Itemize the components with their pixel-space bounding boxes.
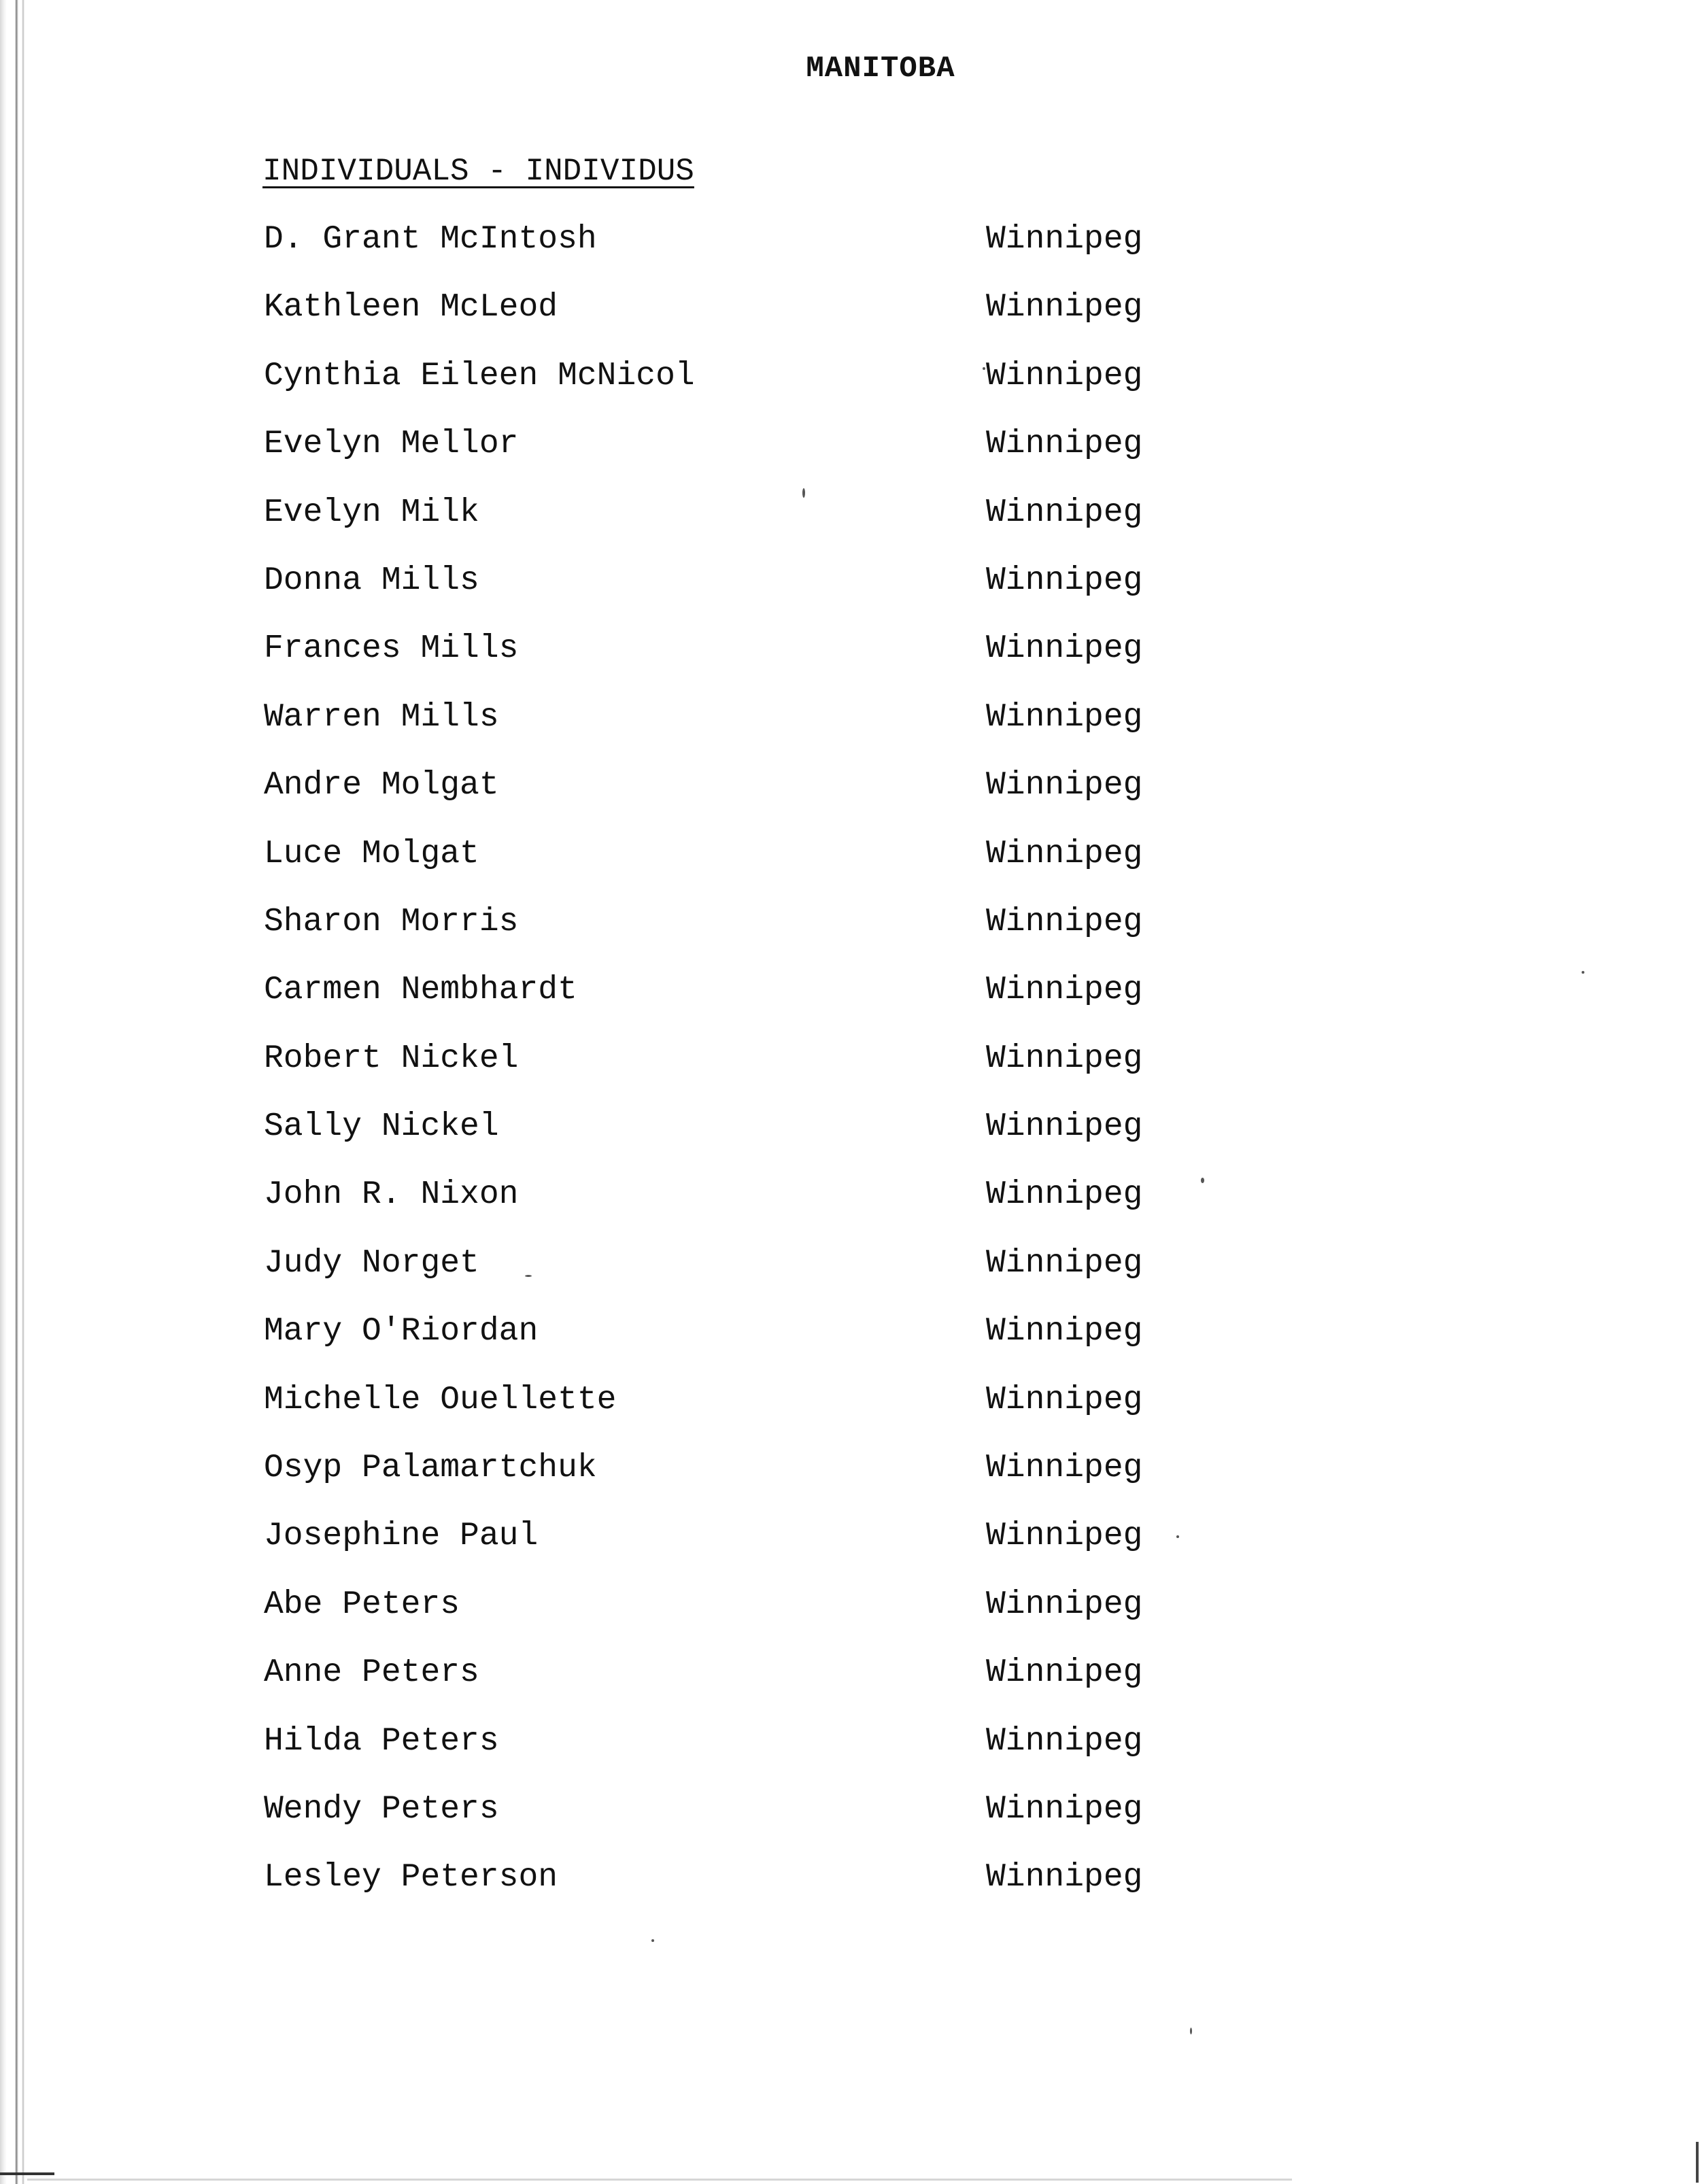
list-item	[264, 1583, 1216, 1651]
individual-name: Anne Peters	[264, 1654, 479, 1692]
individual-name: Evelyn Mellor	[264, 426, 519, 463]
individual-name: Josephine Paul	[264, 1518, 539, 1555]
individual-name: Frances Mills	[264, 630, 519, 668]
individual-city: Winnipeg	[986, 835, 1143, 872]
individual-name: Osyp Palamartchuk	[264, 1450, 597, 1487]
individual-city: Winnipeg	[986, 1244, 1143, 1282]
individual-name: Lesley Peterson	[264, 1859, 558, 1896]
individual-name: Michelle Ouellette	[264, 1381, 617, 1418]
section-heading: INDIVIDUALS - INDIVIDUS	[262, 154, 694, 189]
list-item	[264, 559, 1216, 627]
list-item	[264, 286, 1216, 354]
list-item	[264, 491, 1216, 559]
scan-speck	[651, 1939, 654, 1942]
individual-name: Kathleen McLeod	[264, 289, 558, 326]
individual-city: Winnipeg	[986, 1381, 1143, 1418]
individual-city: Winnipeg	[986, 1722, 1143, 1760]
scan-speck	[1201, 1178, 1204, 1183]
list-item	[264, 1105, 1216, 1173]
list-item	[264, 968, 1216, 1036]
list-item	[264, 627, 1216, 695]
individual-city: Winnipeg	[986, 1790, 1143, 1828]
individual-city: Winnipeg	[986, 494, 1143, 531]
scan-speck	[1190, 2028, 1192, 2034]
scan-speck	[1176, 1535, 1179, 1538]
bottom-edge-rule	[27, 2179, 1292, 2181]
individual-city: Winnipeg	[986, 357, 1143, 394]
list-item	[264, 354, 1216, 422]
individual-city: Winnipeg	[986, 289, 1143, 326]
individual-city: Winnipeg	[986, 426, 1143, 463]
list-item	[264, 1378, 1216, 1446]
list-item	[264, 1446, 1216, 1514]
individual-city: Winnipeg	[986, 1176, 1143, 1214]
individual-name: Donna Mills	[264, 562, 479, 599]
individual-city: Winnipeg	[986, 1518, 1143, 1555]
individual-name: Wendy Peters	[264, 1790, 499, 1828]
list-item	[264, 218, 1216, 286]
individual-city: Winnipeg	[986, 767, 1143, 804]
individual-city: Winnipeg	[986, 1586, 1143, 1623]
individual-city: Winnipeg	[986, 903, 1143, 940]
individual-name: D. Grant McIntosh	[264, 221, 597, 258]
individual-city: Winnipeg	[986, 972, 1143, 1009]
list-item	[264, 764, 1216, 832]
individual-city: Winnipeg	[986, 221, 1143, 258]
individual-city: Winnipeg	[986, 1040, 1143, 1077]
individual-name: Sharon Morris	[264, 903, 519, 940]
scan-speck	[525, 1275, 532, 1277]
individual-name: Mary O'Riordan	[264, 1313, 539, 1350]
list-item	[264, 1242, 1216, 1310]
individual-name: Robert Nickel	[264, 1040, 519, 1077]
scan-speck	[1582, 971, 1584, 974]
list-item	[264, 696, 1216, 764]
right-edge-mark	[1696, 2142, 1699, 2183]
list-item	[264, 1856, 1216, 1924]
individual-city: Winnipeg	[986, 1450, 1143, 1487]
list-item	[264, 1651, 1216, 1719]
individual-name: Evelyn Milk	[264, 494, 479, 531]
individual-city: Winnipeg	[986, 1859, 1143, 1896]
individual-name: Sally Nickel	[264, 1108, 499, 1146]
list-item	[264, 1720, 1216, 1788]
individual-name: Warren Mills	[264, 698, 499, 736]
individual-name: Andre Molgat	[264, 767, 499, 804]
individual-city: Winnipeg	[986, 630, 1143, 668]
individual-city: Winnipeg	[986, 1654, 1143, 1692]
individual-city: Winnipeg	[986, 698, 1143, 736]
scan-speck	[983, 367, 985, 370]
list-item	[264, 1037, 1216, 1105]
page-title: MANITOBA	[806, 52, 955, 86]
individual-city: Winnipeg	[986, 562, 1143, 599]
individual-name: Cynthia Eileen McNicol	[264, 357, 695, 394]
binding-edge	[0, 0, 27, 2184]
binding-edge-foot	[0, 2172, 54, 2175]
scan-speck	[802, 488, 805, 498]
list-item	[264, 1514, 1216, 1582]
list-item	[264, 422, 1216, 490]
individual-name: Carmen Nembhardt	[264, 972, 577, 1009]
individuals-list	[264, 218, 1216, 1924]
list-item	[264, 1788, 1216, 1856]
list-item	[264, 1310, 1216, 1378]
individual-name: Luce Molgat	[264, 835, 479, 872]
individual-name: Abe Peters	[264, 1586, 460, 1623]
list-item	[264, 900, 1216, 968]
individual-city: Winnipeg	[986, 1108, 1143, 1146]
individual-name: Judy Norget	[264, 1244, 479, 1282]
list-item	[264, 1173, 1216, 1241]
individual-name: John R. Nixon	[264, 1176, 519, 1214]
individual-name: Hilda Peters	[264, 1722, 499, 1760]
individual-city: Winnipeg	[986, 1313, 1143, 1350]
list-item	[264, 832, 1216, 900]
